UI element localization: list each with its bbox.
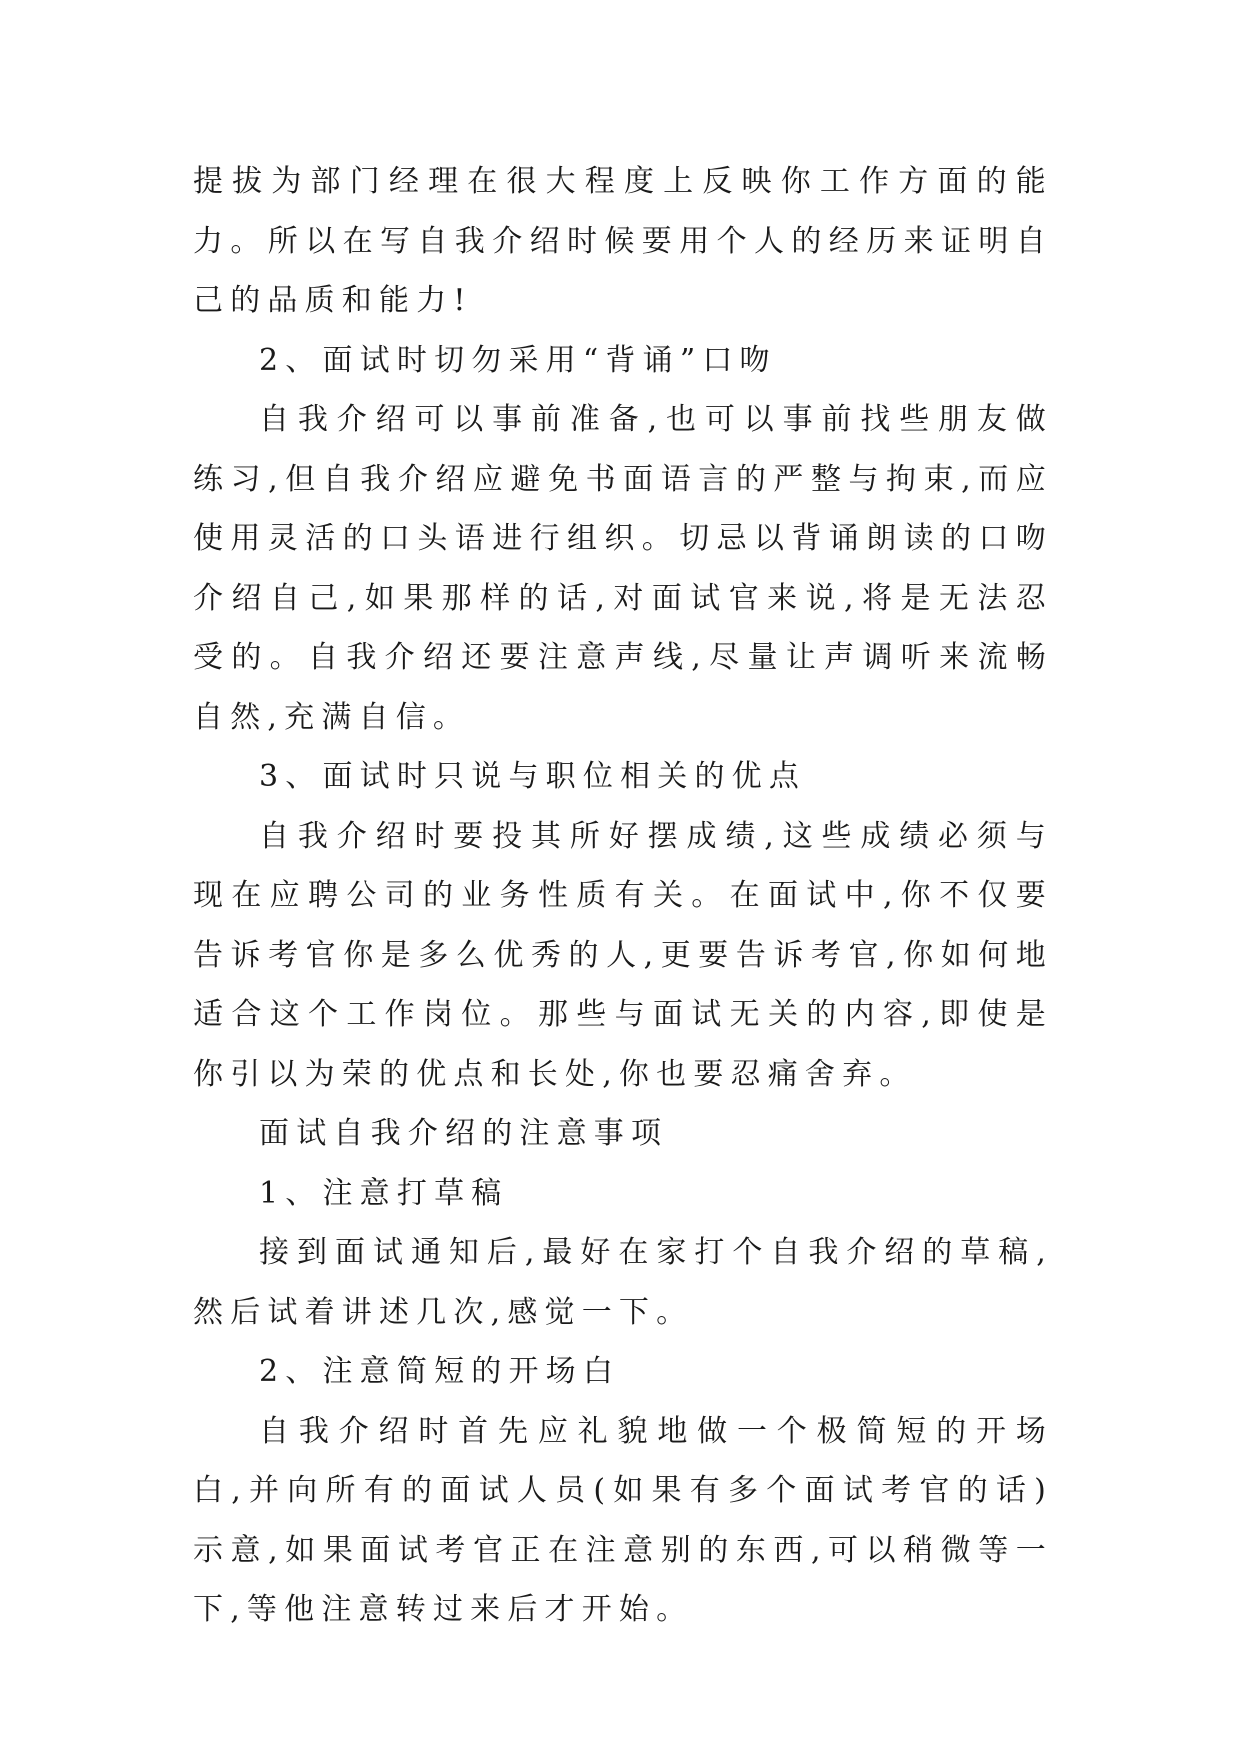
paragraph-tip-2-body: 自我介绍可以事前准备,也可以事前找些朋友做练习,但自我介绍应避免书面语言的严整与拘束,而应使用灵活的口头语进行组织。切忌以背诵朗读的口吻介绍自己,如果那样的话,对面试官来说,将是无法忍受的。自我介绍还要注意声线,尽量让声调听来流畅自然,充满自信。 <box>193 402 1053 735</box>
paragraph-note-1-body: 接到面试通知后,最好在家打个自我介绍的草稿,然后试着讲述几次,感觉一下。 <box>193 1235 1053 1330</box>
heading-tip-2-no-recitation: 2、面试时切勿采用“背诵”口吻 <box>259 342 777 378</box>
section-title-notes: 面试自我介绍的注意事项 <box>259 1116 669 1151</box>
heading-note-2-opening: 2、注意简短的开场白 <box>259 1354 621 1389</box>
heading-tip-3-relevant-strengths: 3、面试时只说与职位相关的优点 <box>259 759 807 794</box>
paragraph-tip-3-body: 自我介绍时要投其所好摆成绩,这些成绩必须与现在应聘公司的业务性质有关。在面试中,你不仅要告诉考官你是多么优秀的人,更要告诉考官,你如何地适合这个工作岗位。那些与面试无关的内容,即使是你引以为荣的优点和长处,你也要忍痛舍弃。 <box>193 818 1053 1092</box>
paragraph-note-2-body: 自我介绍时首先应礼貌地做一个极简短的开场白,并向所有的面试人员(如果有多个面试考官的话)示意,如果面试考官正在注意别的东西,可以稍微等一下,等他注意转过来后才开始。 <box>193 1413 1053 1627</box>
document-page <box>193 152 1053 1640</box>
paragraph-continuation: 提拔为部门经理在很大程度上反映你工作方面的能力。所以在写自我介绍时候要用个人的经历来证明自己的品质和能力! <box>193 164 1053 318</box>
heading-note-1-draft: 1、注意打草稿 <box>259 1175 509 1211</box>
